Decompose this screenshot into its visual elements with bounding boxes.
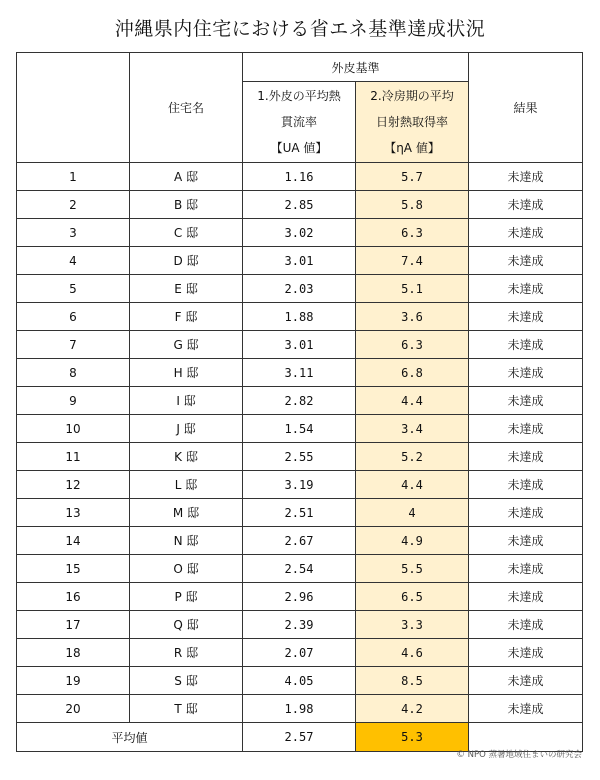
row-house-name: F 邸 (130, 303, 243, 331)
row-house-name: D 邸 (130, 247, 243, 275)
row-number: 6 (17, 303, 130, 331)
table-row (17, 639, 583, 667)
row-ua-value: 1.54 (243, 415, 356, 443)
header-eta-line-2: 日射熱取得率 (376, 115, 449, 129)
row-eta-value: 4.4 (356, 471, 469, 499)
row-eta-value: 3.6 (356, 303, 469, 331)
row-result: 未達成 (469, 695, 583, 723)
row-result: 未達成 (469, 247, 583, 275)
row-house-name: Q 邸 (130, 611, 243, 639)
table-row (17, 359, 583, 387)
row-number: 19 (17, 667, 130, 695)
row-number: 7 (17, 331, 130, 359)
table-row (17, 163, 583, 191)
row-house-name: T 邸 (130, 695, 243, 723)
row-house-name: G 邸 (130, 331, 243, 359)
row-eta-value: 5.8 (356, 191, 469, 219)
row-eta-value: 4.9 (356, 527, 469, 555)
row-number: 18 (17, 639, 130, 667)
row-house-name: E 邸 (130, 275, 243, 303)
row-house-name: J 邸 (130, 415, 243, 443)
table-row (17, 527, 583, 555)
row-number: 2 (17, 191, 130, 219)
table-row (17, 695, 583, 723)
row-eta-value: 3.4 (356, 415, 469, 443)
header-ua-line-1: 1.外皮の平均熱 (257, 89, 341, 103)
header-ua-line-3: 【UA 値】 (270, 141, 328, 155)
table-row (17, 415, 583, 443)
table-row (17, 471, 583, 499)
row-house-name: P 邸 (130, 583, 243, 611)
row-ua-value: 2.85 (243, 191, 356, 219)
row-ua-value: 3.01 (243, 247, 356, 275)
header-result: 結果 (469, 53, 583, 163)
header-ua-line-2: 貫流率 (280, 115, 317, 129)
row-number: 16 (17, 583, 130, 611)
row-eta-value: 8.5 (356, 667, 469, 695)
row-ua-value: 3.19 (243, 471, 356, 499)
row-ua-value: 2.54 (243, 555, 356, 583)
header-eta-value (356, 82, 469, 163)
row-eta-value: 5.7 (356, 163, 469, 191)
table-row (17, 499, 583, 527)
row-result: 未達成 (469, 359, 583, 387)
table-row (17, 191, 583, 219)
table-row (17, 667, 583, 695)
row-result: 未達成 (469, 527, 583, 555)
row-number: 8 (17, 359, 130, 387)
row-eta-value: 4 (356, 499, 469, 527)
row-result: 未達成 (469, 387, 583, 415)
row-house-name: H 邸 (130, 359, 243, 387)
row-eta-value: 6.3 (356, 219, 469, 247)
row-ua-value: 1.98 (243, 695, 356, 723)
header-eta-line-3: 【ηA 値】 (384, 141, 440, 155)
row-ua-value: 3.02 (243, 219, 356, 247)
row-ua-value: 2.96 (243, 583, 356, 611)
row-number: 15 (17, 555, 130, 583)
row-result: 未達成 (469, 555, 583, 583)
row-ua-value: 3.01 (243, 331, 356, 359)
row-result: 未達成 (469, 219, 583, 247)
table-row (17, 219, 583, 247)
row-eta-value: 5.1 (356, 275, 469, 303)
row-house-name: M 邸 (130, 499, 243, 527)
row-ua-value: 3.11 (243, 359, 356, 387)
row-ua-value: 2.82 (243, 387, 356, 415)
row-ua-value: 1.16 (243, 163, 356, 191)
header-row-top (17, 53, 583, 82)
row-eta-value: 6.5 (356, 583, 469, 611)
row-result: 未達成 (469, 415, 583, 443)
page-title: 沖縄県内住宅における省エネ基準達成状況 (114, 18, 486, 40)
row-ua-value: 1.88 (243, 303, 356, 331)
row-number: 9 (17, 387, 130, 415)
row-ua-value: 2.51 (243, 499, 356, 527)
header-eta-line-1: 2.冷房期の平均 (370, 89, 454, 103)
row-result: 未達成 (469, 191, 583, 219)
row-result: 未達成 (469, 471, 583, 499)
row-number: 17 (17, 611, 130, 639)
table-row (17, 443, 583, 471)
average-ua: 2.57 (243, 723, 356, 752)
row-result: 未達成 (469, 667, 583, 695)
row-house-name: N 邸 (130, 527, 243, 555)
table-row (17, 387, 583, 415)
standards-table (16, 52, 583, 752)
row-ua-value: 2.39 (243, 611, 356, 639)
row-eta-value: 4.4 (356, 387, 469, 415)
row-house-name: R 邸 (130, 639, 243, 667)
row-number: 1 (17, 163, 130, 191)
table-row (17, 331, 583, 359)
row-result: 未達成 (469, 331, 583, 359)
row-number: 12 (17, 471, 130, 499)
row-number: 14 (17, 527, 130, 555)
table-row (17, 611, 583, 639)
row-house-name: K 邸 (130, 443, 243, 471)
row-eta-value: 4.2 (356, 695, 469, 723)
row-result: 未達成 (469, 163, 583, 191)
row-house-name: C 邸 (130, 219, 243, 247)
row-eta-value: 6.8 (356, 359, 469, 387)
average-label: 平均値 (17, 723, 243, 752)
row-number: 5 (17, 275, 130, 303)
row-result: 未達成 (469, 443, 583, 471)
row-ua-value: 4.05 (243, 667, 356, 695)
row-ua-value: 2.67 (243, 527, 356, 555)
table-row (17, 303, 583, 331)
row-house-name: O 邸 (130, 555, 243, 583)
table-row (17, 275, 583, 303)
row-result: 未達成 (469, 639, 583, 667)
row-result: 未達成 (469, 275, 583, 303)
row-eta-value: 5.5 (356, 555, 469, 583)
row-house-name: B 邸 (130, 191, 243, 219)
row-eta-value: 5.2 (356, 443, 469, 471)
table-body (17, 163, 583, 723)
row-ua-value: 2.55 (243, 443, 356, 471)
row-house-name: A 邸 (130, 163, 243, 191)
table-row (17, 583, 583, 611)
row-number: 11 (17, 443, 130, 471)
row-number: 4 (17, 247, 130, 275)
row-house-name: L 邸 (130, 471, 243, 499)
header-house-name: 住宅名 (130, 53, 243, 163)
row-house-name: I 邸 (130, 387, 243, 415)
header-ua-value (243, 82, 356, 163)
row-eta-value: 6.3 (356, 331, 469, 359)
row-result: 未達成 (469, 499, 583, 527)
row-ua-value: 2.03 (243, 275, 356, 303)
table-row (17, 247, 583, 275)
copyright-notice: © NPO 蒸暑地域住まいの研究会 (456, 750, 582, 760)
header-envelope-standard: 外皮基準 (243, 53, 469, 82)
row-number: 13 (17, 499, 130, 527)
row-eta-value: 4.6 (356, 639, 469, 667)
row-number: 3 (17, 219, 130, 247)
row-number: 20 (17, 695, 130, 723)
row-eta-value: 3.3 (356, 611, 469, 639)
row-result: 未達成 (469, 303, 583, 331)
row-result: 未達成 (469, 583, 583, 611)
average-eta: 5.3 (356, 723, 469, 752)
row-house-name: S 邸 (130, 667, 243, 695)
header-number (17, 53, 130, 163)
row-result: 未達成 (469, 611, 583, 639)
row-ua-value: 2.07 (243, 639, 356, 667)
row-eta-value: 7.4 (356, 247, 469, 275)
row-number: 10 (17, 415, 130, 443)
table-row (17, 555, 583, 583)
